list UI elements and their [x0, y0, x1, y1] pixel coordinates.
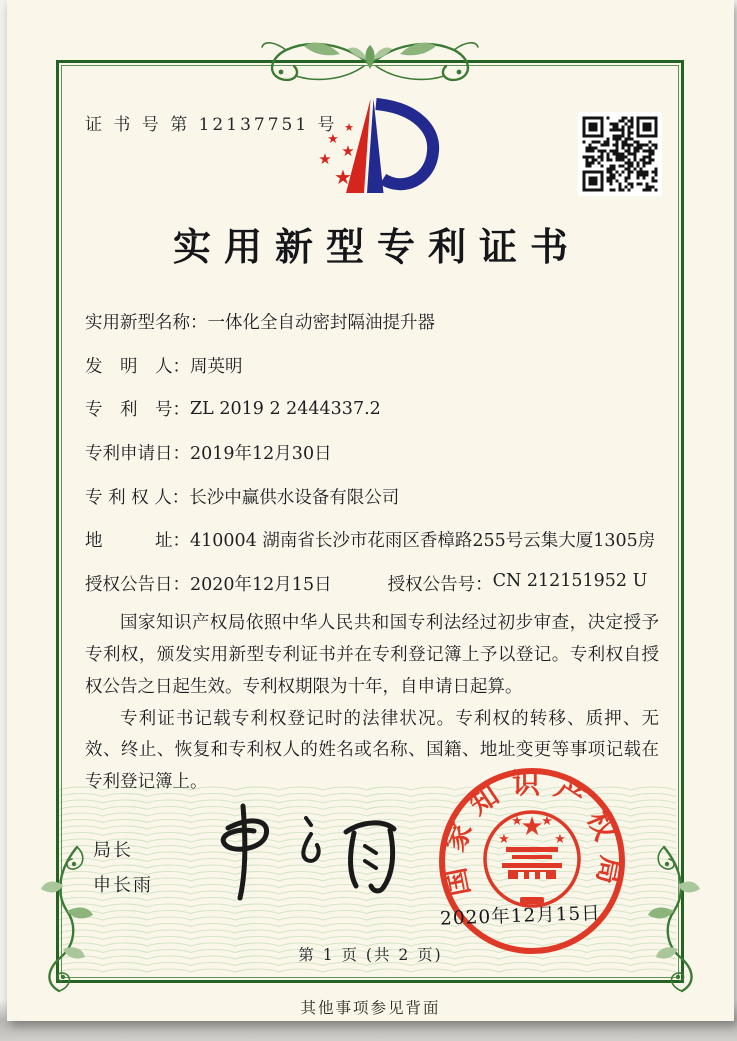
- national-emblem-icon: [485, 812, 579, 906]
- field-utility-model-name: [85, 300, 663, 344]
- field-value: 一体化全自动密封隔油提升器: [207, 313, 435, 334]
- field-filing-date: [85, 431, 663, 475]
- field-label: 专利申请日：: [85, 444, 190, 465]
- field-value: 410004 湖南省长沙市花雨区香樟路255号云集大厦1305房: [190, 531, 656, 552]
- commissioner-title: 局长: [93, 840, 133, 861]
- svg-text:★: ★: [511, 814, 523, 829]
- field-value: 2020年12月15日: [190, 574, 332, 595]
- certificate-title: 实用新型专利证书: [172, 224, 581, 269]
- field-label: 授权公告日：: [85, 574, 190, 595]
- field-value: 长沙中赢供水设备有限公司: [189, 487, 400, 508]
- field-label: 专 利 权 人：: [85, 487, 190, 508]
- field-label: 专 利 号：: [85, 400, 190, 421]
- field-label: 授权公告号：: [387, 574, 493, 595]
- cnipa-official-seal: [432, 763, 632, 963]
- svg-text:★: ★: [541, 814, 553, 829]
- svg-text:★: ★: [334, 165, 352, 189]
- svg-text:★: ★: [344, 121, 354, 134]
- commissioner-handwritten-signature: [190, 798, 405, 906]
- svg-text:★: ★: [554, 832, 566, 847]
- svg-text:★: ★: [318, 150, 332, 168]
- field-inventor: [85, 344, 663, 388]
- field-value: CN 212151952 U: [492, 570, 648, 591]
- legal-paragraph-2: 专利证书记载专利权登记时的法律状况。专利权的转移、质押、无效、终止、恢复和专利权人的姓名或名称、国籍、地址变更等事项记载在专利登记簿上。: [85, 708, 659, 793]
- svg-text:★: ★: [520, 812, 544, 842]
- commissioner-name: 申长雨: [93, 875, 153, 896]
- field-label: 实用新型名称：: [85, 313, 208, 334]
- cnipa-patent-logo-icon: [285, 96, 460, 206]
- field-address: [85, 518, 663, 562]
- field-patentee: [85, 474, 663, 518]
- seal-ring-text: 国家知识产权局: [435, 766, 629, 899]
- field-value: 2019年12月30日: [190, 444, 332, 465]
- field-label: 发 明 人：: [85, 356, 190, 377]
- svg-text:★: ★: [341, 142, 355, 160]
- back-side-note: 其他事项参见背面: [300, 999, 441, 1017]
- svg-text:★: ★: [498, 832, 510, 847]
- field-label: 地 址：: [85, 531, 190, 552]
- page-number: 第 1 页 (共 2 页): [298, 946, 443, 964]
- legal-paragraph-1: 国家知识产权局依照中华人民共和国专利法经过初步审查，决定授予专利权，颁发实用新型专利证书并在专利登记簿上予以登记。专利权自授权公告之日起生效。专利权期限为十年，自申请日起算。: [85, 613, 659, 697]
- certificate-page: [7, 0, 734, 1021]
- svg-text:★: ★: [327, 132, 339, 147]
- certificate-number: 证 书 号 第 12137751 号: [85, 115, 338, 135]
- seal-date: 2020年12月15日: [439, 902, 602, 930]
- field-value: ZL 2019 2 2444337.2: [190, 398, 381, 419]
- field-patent-number: [85, 387, 663, 431]
- qr-code: [578, 112, 662, 196]
- field-grant-date-and-number: [85, 562, 663, 606]
- field-value: 周英明: [190, 356, 243, 377]
- certificate-fields: [85, 300, 663, 605]
